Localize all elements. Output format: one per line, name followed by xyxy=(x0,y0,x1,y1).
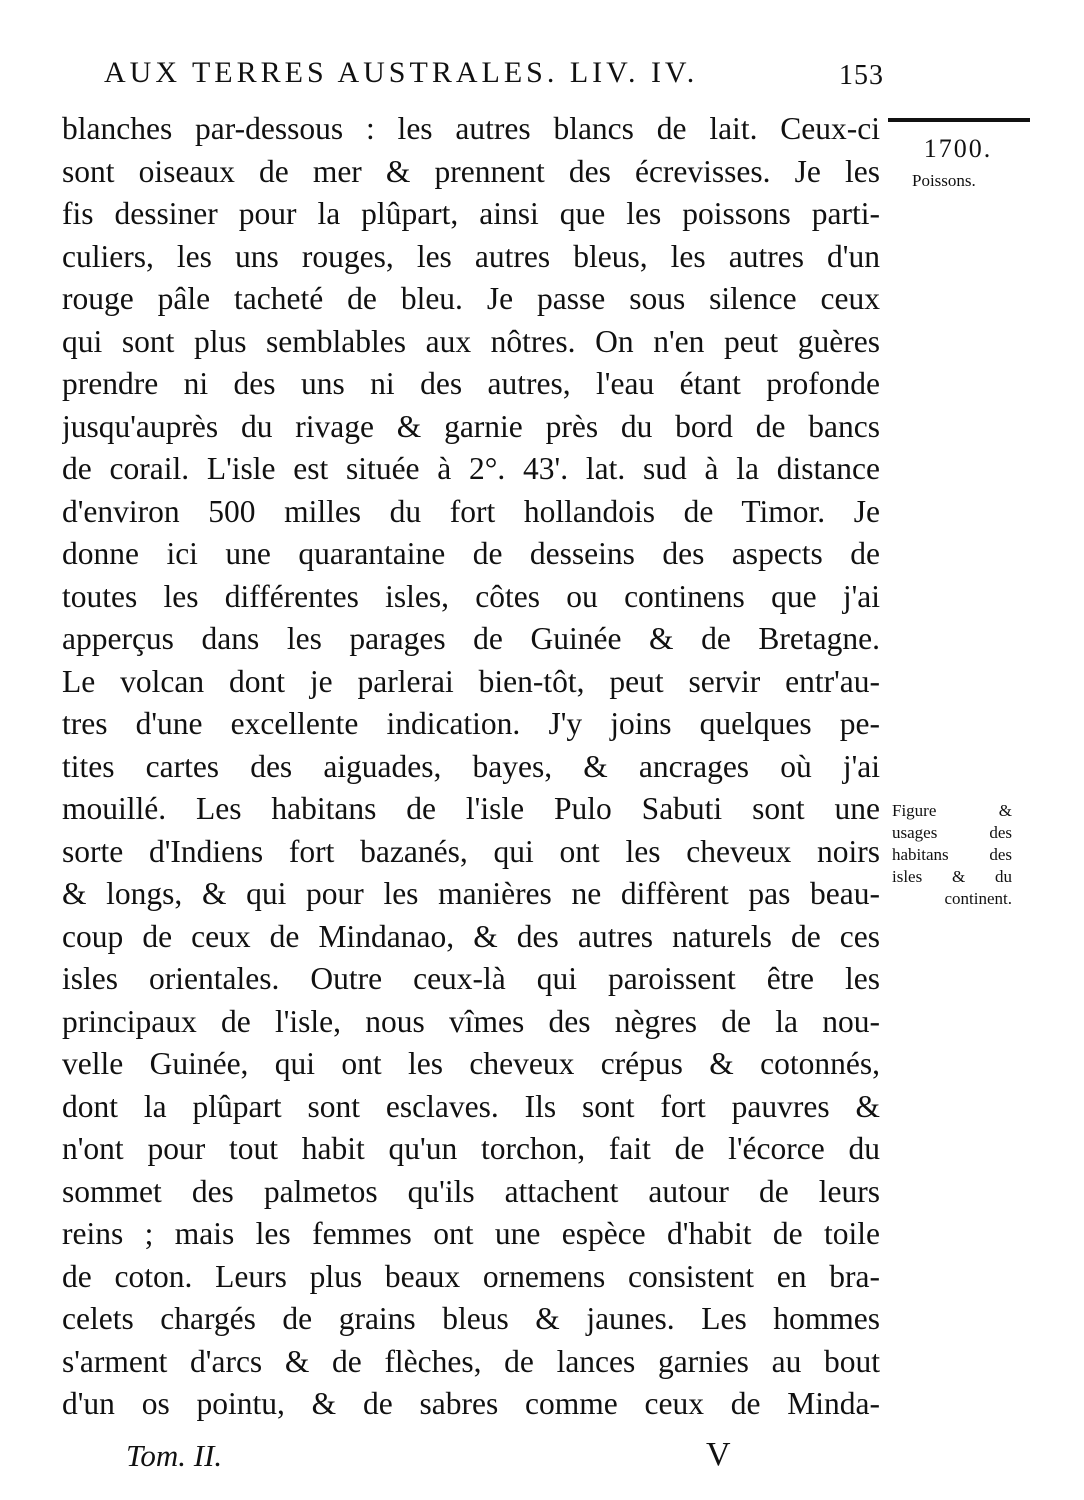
running-title: AUX TERRES AUSTRALES. LIV. IV. xyxy=(104,56,699,89)
text-line: tites cartes des aiguades, bayes, & ancrages où j'ai xyxy=(62,748,880,784)
text-line: s'arment d'arcs & de flèches, de lances garnies au bout xyxy=(62,1343,880,1379)
text-line: & longs, & qui pour les manières ne diffèrent pas beau- xyxy=(62,876,880,911)
text-line: celets chargés de grains bleus & jaunes. Les hommes xyxy=(62,1301,880,1336)
text-line: donne ici une quarantaine de desseins des aspects de xyxy=(62,536,880,571)
text-line: sommet des palmetos qu'ils attachent autour de leurs xyxy=(62,1173,880,1209)
text-line: n'ont pour tout habit qu'un torchon, fait de l'écorce du xyxy=(62,1131,880,1166)
text-line: mouillé. Les habitans de l'isle Pulo Sabuti sont une xyxy=(62,791,880,826)
margin-note-line: isles & du xyxy=(892,867,1012,886)
text-line: coup de ceux de Mindanao, & des autres naturels de ces xyxy=(62,918,880,954)
text-line: dont la plûpart sont esclaves. Ils sont fort pauvres & xyxy=(62,1088,880,1124)
text-line: de corail. L'isle est située à 2°. 43'. lat. sud à la distance xyxy=(62,451,880,486)
margin-note-figure xyxy=(892,800,1012,910)
text-line: isles orientales. Outre ceux-là qui paroissent être les xyxy=(62,961,880,996)
page-number: 153 xyxy=(839,60,884,91)
margin-note-line: Figure & xyxy=(892,801,1012,820)
margin-year: 1700. xyxy=(923,134,993,163)
text-line: d'environ 500 milles du fort hollandois de Timor. Je xyxy=(62,493,880,529)
text-line: tres d'une excellente indication. J'y joins quelques pe- xyxy=(62,706,880,741)
text-line: de coton. Leurs plus beaux ornemens consistent en bra- xyxy=(62,1258,880,1294)
text-line: sont oiseaux de mer & prennent des écrevisses. Je les xyxy=(62,153,880,189)
text-line: Le volcan dont je parlerai bien-tôt, peut servir entr'au- xyxy=(62,663,880,699)
text-line: rouge pâle tacheté de bleu. Je passe sous silence ceux xyxy=(62,281,880,316)
text-line: fis dessiner pour la plûpart, ainsi que les poissons parti- xyxy=(62,196,880,231)
margin-rule xyxy=(888,118,1030,122)
text-line: toutes les différentes isles, côtes ou continens que j'ai xyxy=(62,578,880,614)
text-line: principaux de l'isle, nous vîmes des nègres de la nou- xyxy=(62,1003,880,1039)
margin-note-line: continent. xyxy=(944,889,1012,908)
text-line: velle Guinée, qui ont les cheveux crépus & cotonnés, xyxy=(62,1046,880,1081)
margin-note-line: habitans des xyxy=(892,845,1012,864)
text-line: prendre ni des uns ni des autres, l'eau étant profonde xyxy=(62,366,880,401)
volume-signature: Tom. II. xyxy=(126,1438,223,1473)
text-line: d'un os pointu, & de sabres comme ceux de Minda- xyxy=(62,1386,880,1421)
gathering-mark: V xyxy=(706,1436,731,1473)
margin-note-line: usages des xyxy=(892,823,1012,842)
text-line: sorte d'Indiens fort bazanés, qui ont les cheveux noirs xyxy=(62,833,880,869)
margin-note-fish: Poissons. xyxy=(912,171,976,190)
text-line: qui sont plus semblables aux nôtres. On n'en peut guères xyxy=(62,323,880,359)
text-line: apperçus dans les parages de Guinée & de Bretagne. xyxy=(62,621,880,656)
text-line: blanches par-dessous : les autres blancs de lait. Ceux-ci xyxy=(62,111,880,146)
text-line: culiers, les uns rouges, les autres bleus, les autres d'un xyxy=(62,238,880,274)
body-text xyxy=(62,108,880,1426)
text-line: jusqu'auprès du rivage & garnie près du bord de bancs xyxy=(62,408,880,444)
running-head xyxy=(104,56,884,96)
text-line: reins ; mais les femmes ont une espèce d'habit de toile xyxy=(62,1216,880,1251)
